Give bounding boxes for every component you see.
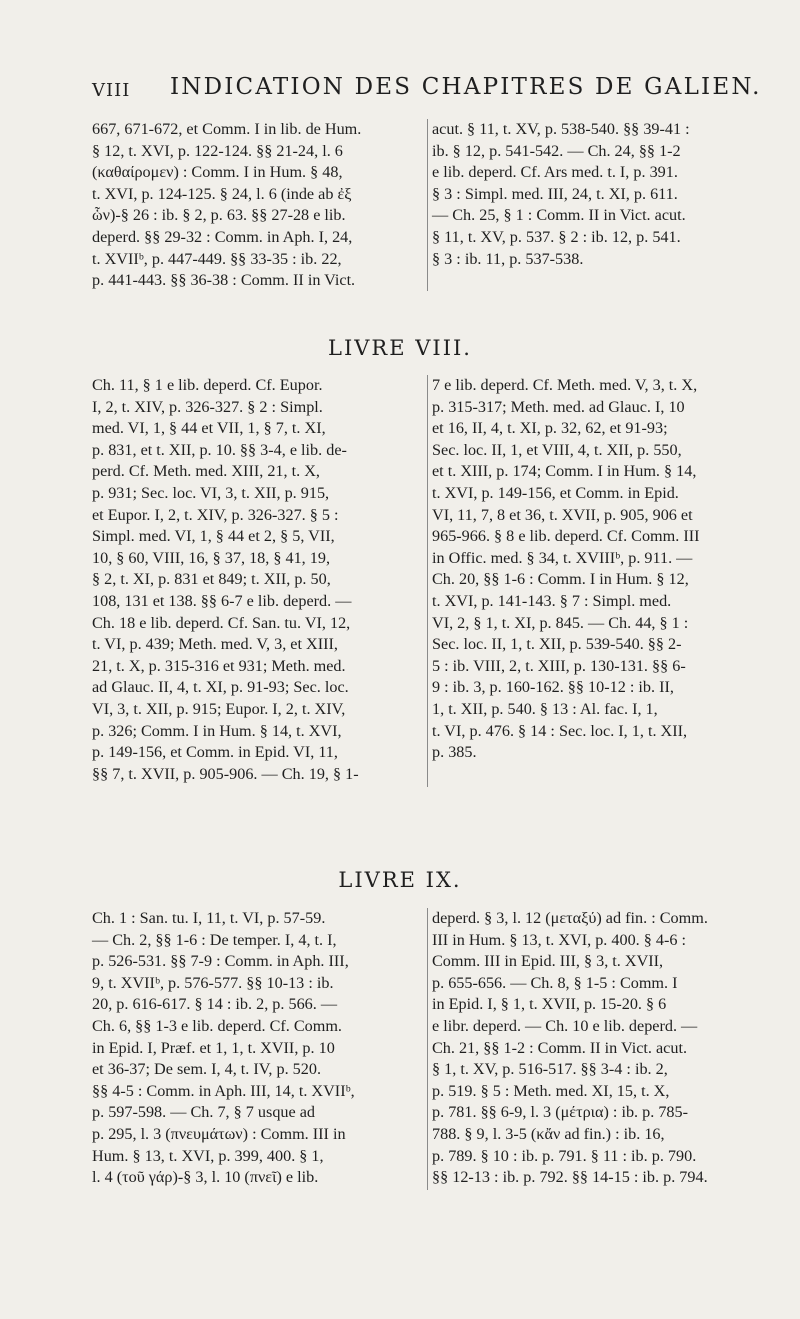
running-title: INDICATION DES CHAPITRES DE GALIEN. bbox=[170, 74, 762, 100]
text-line: in Epid. I, Præf. et 1, 1, t. XVII, p. 10 bbox=[92, 1038, 335, 1057]
text-line: in Offic. med. § 34, t. XVIIIᵇ, p. 911. — bbox=[432, 548, 693, 567]
column-divider bbox=[427, 119, 428, 291]
text-line: p. 315-317; Meth. med. ad Glauc. I, 10 bbox=[432, 397, 685, 416]
section-title-livre-ix: LIVRE IX. bbox=[338, 868, 462, 892]
text-line: VI, 3, t. XII, p. 915; Eupor. I, 2, t. XIV, bbox=[92, 699, 346, 718]
text-line: p. 441-443. §§ 36-38 : Comm. II in Vict. bbox=[92, 271, 356, 290]
text-line: p. 519. § 5 : Meth. med. XI, 15, t. X, bbox=[432, 1081, 670, 1100]
text-line: p. 597-598. — Ch. 7, § 7 usque ad bbox=[92, 1103, 316, 1122]
text-line: 108, 131 et 138. §§ 6-7 e lib. deperd. — bbox=[92, 591, 352, 610]
text-line: 10, § 60, VIII, 16, § 37, 18, § 41, 19, bbox=[92, 548, 331, 567]
text-line: Simpl. med. VI, 1, § 44 et 2, § 5, VII, bbox=[92, 527, 335, 546]
text-line: p. 295, l. 3 (πνευμάτων) : Comm. III in bbox=[92, 1124, 346, 1143]
text-line: § 2, t. XI, p. 831 et 849; t. XII, p. 50, bbox=[92, 570, 331, 589]
text-line: t. XVI, p. 149-156, et Comm. in Epid. bbox=[432, 483, 679, 502]
text-line: e libr. deperd. — Ch. 10 e lib. deperd. — bbox=[432, 1016, 698, 1035]
text-line: et 36-37; De sem. I, 4, t. IV, p. 520. bbox=[92, 1060, 321, 1079]
column-divider bbox=[427, 375, 428, 787]
text-line: med. VI, 1, § 44 et VII, 1, § 7, t. XI, bbox=[92, 419, 326, 438]
text-line: ὧν)-§ 26 : ib. § 2, p. 63. §§ 27-28 e lib. bbox=[92, 206, 346, 225]
text-line: § 1, t. XV, p. 516-517. §§ 3-4 : ib. 2, bbox=[432, 1060, 668, 1079]
text-line: 20, p. 616-617. § 14 : ib. 2, p. 566. — bbox=[92, 995, 338, 1014]
text-line: 667, 671-672, et Comm. I in lib. de Hum. bbox=[92, 120, 362, 138]
text-line: t. XVIIᵇ, p. 447-449. §§ 33-35 : ib. 22, bbox=[92, 249, 342, 268]
text-line: p. 149-156, et Comm. in Epid. VI, 11, bbox=[92, 743, 338, 762]
page-number: VIII bbox=[92, 80, 131, 101]
text-line: 788. § 9, l. 3-5 (κἄν ad fin.) : ib. 16, bbox=[432, 1124, 665, 1143]
text-line: Sec. loc. II, 1, t. XII, p. 539-540. §§ 2- bbox=[432, 635, 682, 654]
text-line: I, 2, t. XIV, p. 326-327. § 2 : Simpl. bbox=[92, 397, 323, 416]
text-line: 1, t. XII, p. 540. § 13 : Al. fac. I, 1, bbox=[432, 699, 658, 718]
text-line: § 3 : ib. 11, p. 537-538. bbox=[432, 249, 584, 268]
text-line: p. 526-531. §§ 7-9 : Comm. in Aph. III, bbox=[92, 952, 349, 971]
text-line: perd. Cf. Meth. med. XIII, 21, t. X, bbox=[92, 462, 320, 481]
text-line: Ch. 18 e lib. deperd. Cf. San. tu. VI, 12, bbox=[92, 613, 351, 632]
text-line: 5 : ib. VIII, 2, t. XIII, p. 130-131. §§ 6- bbox=[432, 656, 686, 675]
text-line: 9 : ib. 3, p. 160-162. §§ 10-12 : ib. II, bbox=[432, 678, 674, 697]
text-line: in Epid. I, § 1, t. XVII, p. 15-20. § 6 bbox=[432, 995, 667, 1014]
text-line: et 16, II, 4, t. XI, p. 32, 62, et 91-93; bbox=[432, 419, 668, 438]
text-line: l. 4 (τοῦ γάρ)-§ 3, l. 10 (πνεῖ) e lib. bbox=[92, 1168, 319, 1187]
page-header bbox=[92, 72, 762, 108]
block2-left-column bbox=[92, 375, 422, 785]
block2-right-column bbox=[432, 375, 772, 764]
text-line: VI, 2, § 1, t. XI, p. 845. — Ch. 44, § 1 : bbox=[432, 613, 689, 632]
text-line: ad Glauc. II, 4, t. XI, p. 91-93; Sec. loc. bbox=[92, 678, 349, 697]
text-line: t. XVI, p. 124-125. § 24, l. 6 (inde ab ἐξ bbox=[92, 184, 352, 203]
text-line: Ch. 1 : San. tu. I, 11, t. VI, p. 57-59. bbox=[92, 909, 326, 927]
text-line: t. VI, p. 439; Meth. med. V, 3, et XIII, bbox=[92, 635, 338, 654]
text-line: p. 789. § 10 : ib. p. 791. § 11 : ib. p. 790. bbox=[432, 1146, 697, 1165]
text-line: p. 385. bbox=[432, 743, 477, 762]
text-line: §§ 4-5 : Comm. in Aph. III, 14, t. XVIIᵇ, bbox=[92, 1081, 355, 1100]
block3-left-column bbox=[92, 908, 422, 1189]
text-line: deperd. §§ 29-32 : Comm. in Aph. I, 24, bbox=[92, 227, 353, 246]
text-line: Ch. 20, §§ 1-6 : Comm. I in Hum. § 12, bbox=[432, 570, 689, 589]
text-line: et t. XIII, p. 174; Comm. I in Hum. § 14, bbox=[432, 462, 697, 481]
text-line: Ch. 11, § 1 e lib. deperd. Cf. Eupor. bbox=[92, 376, 323, 394]
text-line: 9, t. XVIIᵇ, p. 576-577. §§ 10-13 : ib. bbox=[92, 973, 334, 992]
text-line: Ch. 6, §§ 1-3 e lib. deperd. Cf. Comm. bbox=[92, 1016, 342, 1035]
text-line: — Ch. 2, §§ 1-6 : De temper. I, 4, t. I, bbox=[92, 930, 337, 949]
block3-right-column bbox=[432, 908, 772, 1189]
text-line: — Ch. 25, § 1 : Comm. II in Vict. acut. bbox=[432, 206, 686, 225]
text-line: Ch. 21, §§ 1-2 : Comm. II in Vict. acut. bbox=[432, 1038, 688, 1057]
text-line: ib. § 12, p. 541-542. — Ch. 24, §§ 1-2 bbox=[432, 141, 681, 160]
text-line: p. 326; Comm. I in Hum. § 14, t. XVI, bbox=[92, 721, 342, 740]
text-line: et Eupor. I, 2, t. XIV, p. 326-327. § 5 : bbox=[92, 505, 339, 524]
text-line: Hum. § 13, t. XVI, p. 399, 400. § 1, bbox=[92, 1146, 324, 1165]
block1-right-column bbox=[432, 119, 772, 270]
text-line: e lib. deperd. Cf. Ars med. t. I, p. 391. bbox=[432, 163, 678, 182]
text-line: §§ 12-13 : ib. p. 792. §§ 14-15 : ib. p. 794. bbox=[432, 1168, 708, 1187]
text-line: § 11, t. XV, p. 537. § 2 : ib. 12, p. 541. bbox=[432, 227, 681, 246]
text-line: 965-966. § 8 e lib. deperd. Cf. Comm. III bbox=[432, 527, 700, 546]
text-line: p. 655-656. — Ch. 8, § 1-5 : Comm. I bbox=[432, 973, 678, 992]
text-line: p. 931; Sec. loc. VI, 3, t. XII, p. 915, bbox=[92, 483, 330, 502]
text-line: deperd. § 3, l. 12 (μεταξύ) ad fin. : Comm. bbox=[432, 909, 708, 927]
text-line: § 12, t. XVI, p. 122-124. §§ 21-24, l. 6 bbox=[92, 141, 343, 160]
text-line: 21, t. X, p. 315-316 et 931; Meth. med. bbox=[92, 656, 346, 675]
column-divider bbox=[427, 908, 428, 1190]
text-line: §§ 7, t. XVII, p. 905-906. — Ch. 19, § 1- bbox=[92, 764, 359, 783]
text-line: III in Hum. § 13, t. XVI, p. 400. § 4-6 : bbox=[432, 930, 687, 949]
text-line: VI, 11, 7, 8 et 36, t. XVII, p. 905, 906 et bbox=[432, 505, 693, 524]
text-line: t. XVI, p. 141-143. § 7 : Simpl. med. bbox=[432, 591, 672, 610]
text-line: p. 831, et t. XII, p. 10. §§ 3-4, e lib. de- bbox=[92, 440, 347, 459]
text-line: Comm. III in Epid. III, § 3, t. XVII, bbox=[432, 952, 664, 971]
text-line: Sec. loc. II, 1, et VIII, 4, t. XII, p. 550, bbox=[432, 440, 682, 459]
text-line: t. VI, p. 476. § 14 : Sec. loc. I, 1, t. XII, bbox=[432, 721, 688, 740]
section-title-livre-viii: LIVRE VIII. bbox=[328, 336, 472, 360]
text-line: § 3 : Simpl. med. III, 24, t. XI, p. 611. bbox=[432, 184, 678, 203]
text-line: 7 e lib. deperd. Cf. Meth. med. V, 3, t. X, bbox=[432, 376, 698, 394]
text-line: p. 781. §§ 6-9, l. 3 (μέτρια) : ib. p. 785- bbox=[432, 1103, 689, 1122]
block1-left-column bbox=[92, 119, 422, 292]
text-line: (καθαίρομεν) : Comm. I in Hum. § 48, bbox=[92, 163, 343, 182]
text-line: acut. § 11, t. XV, p. 538-540. §§ 39-41 : bbox=[432, 120, 690, 138]
